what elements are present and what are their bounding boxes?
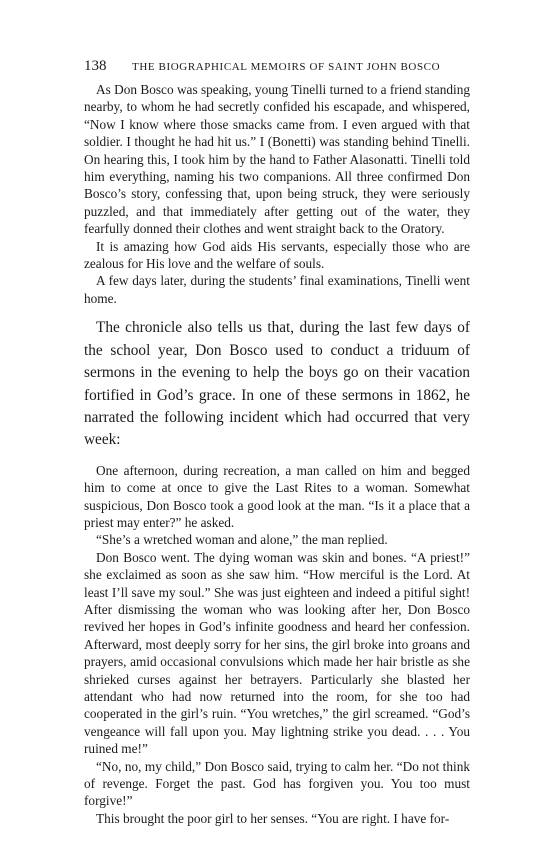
paragraph-girl-senses: This brought the poor girl to her senses. “You are right. I have for-	[96, 810, 450, 826]
book-page	[84, 58, 470, 827]
page-number: 138	[84, 58, 107, 74]
running-head-title: THE BIOGRAPHICAL MEMOIRS OF SAINT JOHN BOSCO	[132, 61, 441, 73]
running-head	[84, 58, 470, 75]
paragraph-god-aids: It is amazing how God aids His servants, especially those who are zealous for His love and the welfare of souls.	[84, 238, 470, 272]
paragraph-tinelli-home: A few days later, during the students’ final examinations, Tinelli went home.	[84, 273, 470, 306]
paragraph-dying-woman: Don Bosco went. The dying woman was skin and bones. “A priest!” she exclaimed as soon as she saw him. “How merciful is the Lord. At least I’ll save my soul.” She was just eighteen and indeed a pitiful sight! After dismissing the woman who was looking after her, Don Bosco revived her hopes in God’s infinite goodness and heard her confession. Afterward, most deeply sorry for her sins, the girl broke into groans and prayers, amid occasional convulsions which made her hair bristle as she shrieked curses against her betrayers. Particularly she blasted her attendant who had now returned into the room, for she too had cooperated in the girl’s ruin. “You wretches,” the girl screamed. “God’s vengeance will fall upon you. May lightning strike you dead. . . . You ruined me!”	[84, 549, 470, 757]
paragraph-man-calls: One afternoon, during recreation, a man called on him and begged him to come at once to give the Last Rites to a woman. Somewhat suspicious, Don Bosco took a good look at the man. “Is it a place that a priest may enter?” he asked.	[84, 462, 470, 530]
paragraph-man-replied: “She’s a wretched woman and alone,” the man replied.	[96, 532, 388, 548]
paragraph-tinelli-whisper: As Don Bosco was speaking, young Tinelli turned to a friend standing nearby, to whom he had secretly confided his escapade, and whispered, “Now I know where those smacks came from. I even argued with that soldier. I thought he had hit us.” I (Bonetti) was standing behind Tinelli. On hearing this, I took him by the hand to Father Alasonatti. Tinelli told him everything, naming his two companions. All three confirmed Don Bosco’s story, confessing that, upon being struck, they were seriously puzzled, and that immediately after getting out of the water, they fearfully donned their clothes and went straight back to the Oratory.	[84, 82, 470, 237]
paragraph-do-not-revenge: “No, no, my child,” Don Bosco said, trying to calm her. “Do not think of revenge. Forget the past. God has forgiven you. You too must forgive!”	[84, 758, 470, 809]
paragraph-chronicle-triduum: The chronicle also tells us that, during the last few days of the school year, Don Bosco used to conduct a triduum of sermons in the evening to help the boys go on their vacation fortified in God’s grace. In one of these sermons in 1862, he narrated the following incident which had occurred that very week:	[84, 319, 470, 449]
